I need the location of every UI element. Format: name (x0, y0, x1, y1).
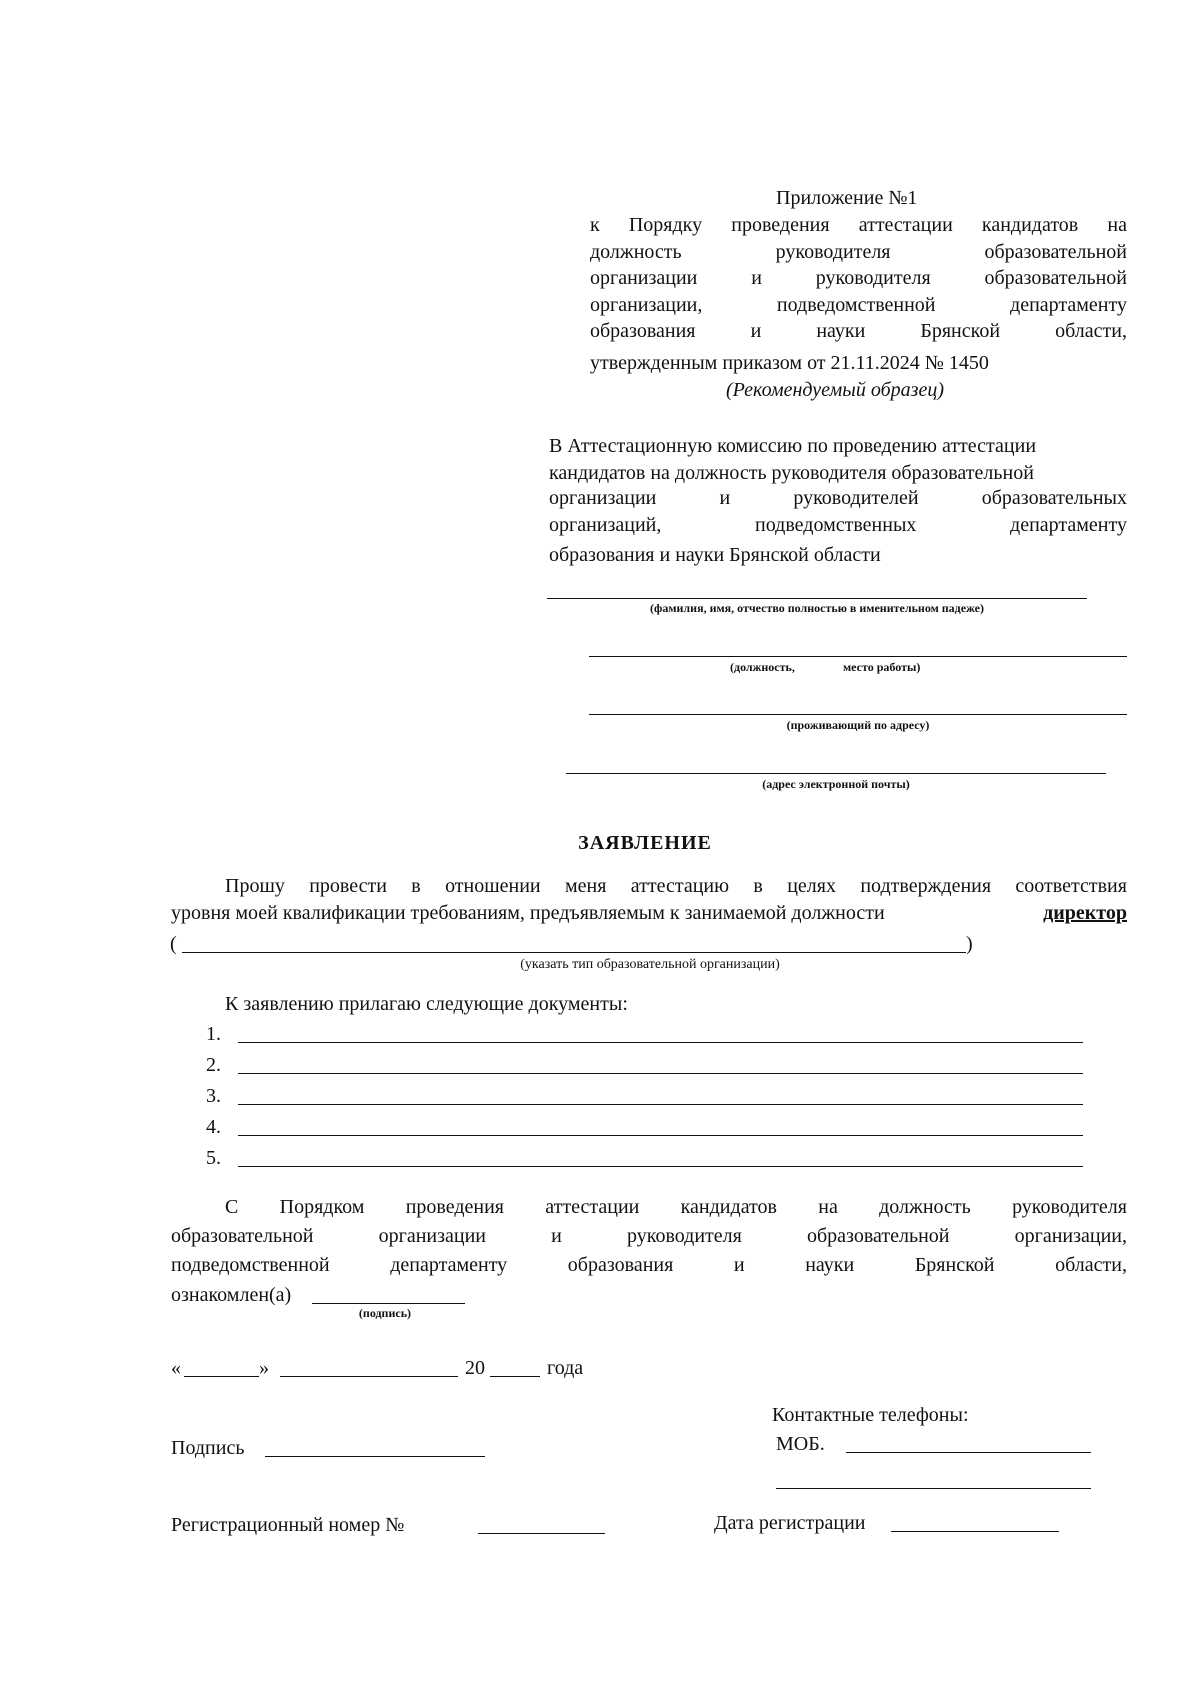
word: организации, (1014, 1225, 1127, 1247)
word: организации (378, 1225, 487, 1247)
appendix-line (590, 239, 1127, 266)
appendix-line (590, 292, 1127, 319)
email-input-line[interactable] (566, 773, 1106, 774)
word: образования (567, 1254, 674, 1276)
word: аттестации (858, 214, 953, 236)
word: и (719, 487, 731, 509)
email-caption: (адрес электронной почты) (762, 777, 910, 791)
attachment-input-line[interactable] (238, 1104, 1083, 1105)
word: к (590, 214, 600, 236)
acquaintance-line-1 (225, 1193, 1127, 1221)
word: подведомственных (755, 514, 917, 536)
statement-heading: ЗАЯВЛЕНИЕ (578, 832, 712, 854)
statement-line-1 (225, 872, 1127, 900)
acquaintance-signature-line[interactable] (312, 1303, 465, 1304)
appendix-title: Приложение №1 (776, 187, 918, 209)
date-suffix: года (547, 1357, 584, 1379)
addressee-line-1: В Аттестационную комиссию по проведению аттестации (549, 435, 1037, 457)
word: отношении (445, 875, 541, 897)
word: аттестацию (630, 875, 730, 897)
contacts-title: Контактные телефоны: (772, 1404, 969, 1426)
word: руководителя (627, 1225, 742, 1247)
statement-line-2 (171, 901, 1127, 926)
word: руководителей (793, 487, 919, 509)
word: науки (816, 320, 866, 342)
address-input-line[interactable] (589, 714, 1127, 715)
org-type-open-paren: ( (170, 933, 177, 955)
signature-label: Подпись (171, 1437, 245, 1459)
word: в (411, 875, 421, 897)
word: провести (309, 875, 387, 897)
fio-caption: (фамилия, имя, отчество полностью в именительном падеже) (650, 601, 984, 615)
word: департаменту (390, 1254, 508, 1276)
word: области, (1055, 1254, 1127, 1276)
word: организации, (590, 293, 703, 316)
word: руководителя (775, 240, 891, 263)
date-day-line[interactable] (184, 1376, 259, 1377)
word: Порядком (279, 1196, 365, 1218)
word: департаменту (1010, 514, 1127, 536)
word: на (1107, 214, 1127, 236)
mobile-label: МОБ. (776, 1433, 825, 1455)
registration-number-label: Регистрационный номер № (171, 1514, 405, 1536)
word: руководителя (1012, 1196, 1127, 1218)
position-caption-a: (должность, (730, 660, 795, 674)
attachment-input-line[interactable] (238, 1166, 1083, 1167)
address-caption: (проживающий по адресу) (786, 718, 930, 732)
addressee-line-4 (549, 511, 1127, 539)
addressee-line-5: образования и науки Брянской области (549, 544, 881, 566)
word: образования (590, 320, 696, 342)
appendix-reference (590, 212, 1127, 345)
acquaintance-line-2 (171, 1222, 1127, 1250)
word: и (751, 267, 762, 289)
word: организации (549, 487, 657, 509)
word: образовательных (981, 487, 1127, 509)
word: подтверждения (860, 875, 992, 897)
word: образовательной (171, 1225, 314, 1247)
word: и (551, 1225, 562, 1247)
attachment-input-line[interactable] (238, 1073, 1083, 1074)
word: и (733, 1254, 745, 1276)
appendix-line (590, 318, 1127, 345)
date-quote-open: « (171, 1357, 181, 1379)
word: аттестации (545, 1196, 640, 1218)
date-year-line[interactable] (490, 1376, 540, 1377)
appendix-order-line: утвержденным приказом от 21.11.2024 № 1450 (590, 352, 989, 374)
word: образовательной (984, 267, 1127, 289)
statement-line-2-text: уровня моей квалификации требованиям, предъявляемым к занимаемой должности (171, 902, 885, 924)
org-type-input-line[interactable] (182, 952, 966, 953)
attachment-number: 1. (206, 1023, 221, 1045)
org-type-caption: (указать тип образовательной организации) (520, 957, 780, 972)
date-century: 20 (465, 1357, 485, 1379)
word: образовательной (806, 1225, 950, 1247)
word: Брянской (914, 1254, 995, 1276)
word: науки (805, 1254, 855, 1276)
registration-date-label: Дата регистрации (714, 1512, 866, 1534)
attachment-number: 2. (206, 1054, 221, 1076)
attachment-number: 3. (206, 1085, 221, 1107)
registration-number-line[interactable] (478, 1533, 605, 1534)
signature-caption: (подпись) (358, 1306, 412, 1320)
word: кандидатов (680, 1196, 777, 1218)
word: подведомственной (171, 1254, 330, 1276)
word: Прошу (225, 875, 285, 897)
fio-input-line[interactable] (547, 598, 1087, 599)
word: организаций, (549, 514, 662, 536)
org-type-close-paren: ) (966, 933, 973, 955)
extra-phone-input-line[interactable] (776, 1488, 1091, 1489)
date-quote-close: » (259, 1357, 269, 1379)
word: С (225, 1196, 239, 1218)
word: руководителя (815, 267, 931, 289)
appendix-line (590, 265, 1127, 292)
mobile-input-line[interactable] (846, 1452, 1091, 1453)
word: образовательной (984, 240, 1127, 263)
sample-note: (Рекомендуемый образец) (726, 379, 944, 401)
word: проведения (731, 214, 830, 236)
word: проведения (405, 1196, 505, 1218)
attachment-input-line[interactable] (238, 1135, 1083, 1136)
attachment-input-line[interactable] (238, 1042, 1083, 1043)
word: меня (564, 875, 607, 897)
attachments-intro: К заявлению прилагаю следующие документы: (225, 993, 628, 1015)
word: подведомственной (776, 293, 936, 316)
attachment-number: 5. (206, 1147, 221, 1169)
date-month-line[interactable] (280, 1376, 458, 1377)
position-input-line[interactable] (589, 656, 1127, 657)
registration-date-line[interactable] (891, 1531, 1059, 1532)
word: и (750, 320, 762, 342)
word: Брянской (920, 320, 1001, 342)
appendix-line (590, 212, 1127, 239)
acquaintance-line-4: ознакомлен(а) (171, 1284, 292, 1306)
word: целях (787, 875, 836, 897)
addressee-line-3 (549, 484, 1127, 512)
acquaintance-line-3 (171, 1251, 1127, 1279)
word: соответствия (1015, 875, 1127, 897)
word: должность (590, 240, 682, 263)
word: кандидатов (981, 214, 1079, 236)
word: на (818, 1196, 838, 1218)
word: в (753, 875, 763, 897)
position-caption-b: место работы) (843, 660, 921, 674)
word: Порядку (628, 214, 703, 236)
addressee-line-2: кандидатов на должность руководителя образовательной (549, 462, 1034, 484)
word: должность (879, 1196, 971, 1218)
signature-input-line[interactable] (265, 1456, 485, 1457)
position-word: директор (1043, 902, 1127, 924)
word: департаменту (1010, 293, 1127, 316)
word: организации (590, 267, 698, 289)
attachment-number: 4. (206, 1116, 221, 1138)
word: области, (1055, 320, 1127, 342)
